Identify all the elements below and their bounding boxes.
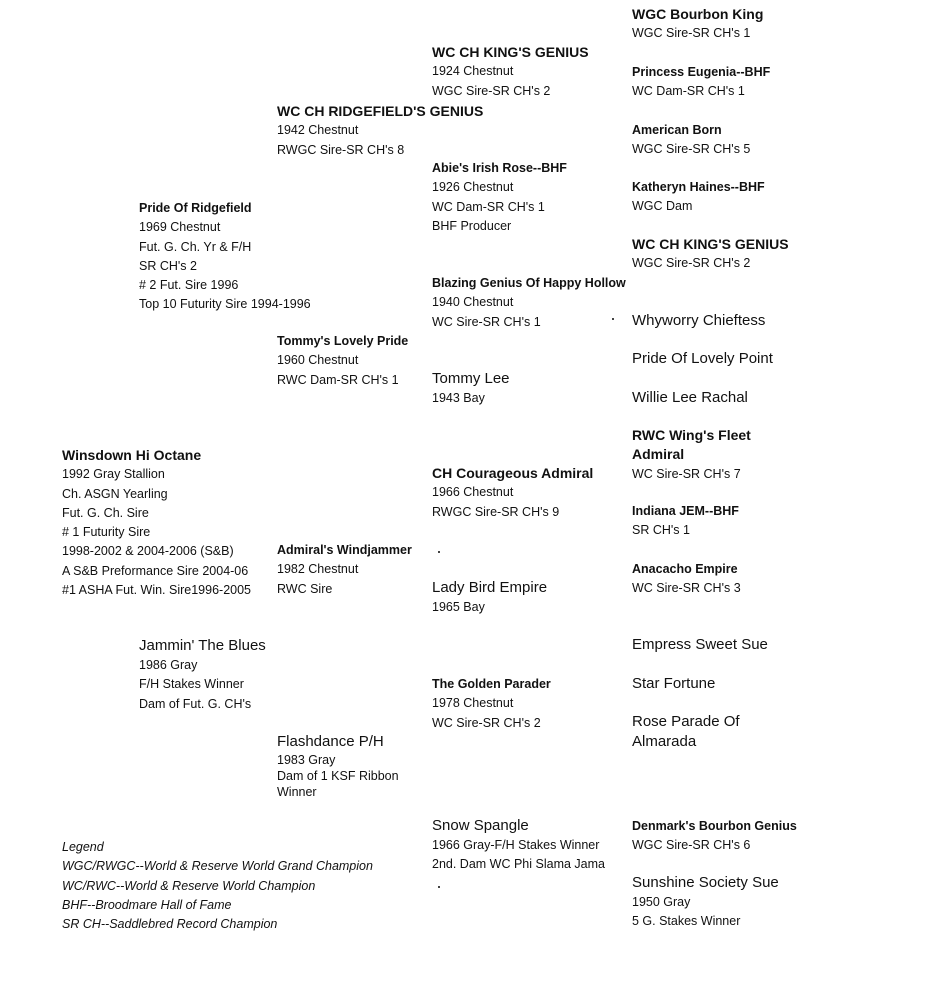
horse-detail: 1992 Gray Stallion [62, 467, 165, 482]
horse-g4-1 [632, 63, 770, 102]
horse-sss [432, 43, 589, 101]
horse-detail: RWC Sire [277, 581, 333, 596]
legend-item: SR CH--Saddlebred Record Champion [62, 917, 278, 932]
horse-detail: 1978 Chestnut [432, 696, 514, 711]
legend-item: WGC/RWGC--World & Reserve World Grand Champion [62, 859, 373, 874]
horse-name: Admiral's Windjammer [277, 543, 412, 557]
horse-detail: WGC Sire-SR CH's 1 [632, 26, 751, 41]
horse-detail: 1940 Chestnut [432, 295, 514, 310]
scan-speck [612, 318, 614, 320]
horse-name: WC CH KING'S GENIUS [632, 236, 789, 252]
horse-g4-14 [632, 817, 797, 856]
horse-detail: WC Sire-SR CH's 3 [632, 581, 741, 596]
horse-detail: #1 ASHA Fut. Win. Sire1996-2005 [62, 583, 251, 598]
horse-detail: Top 10 Futurity Sire 1994-1996 [139, 297, 311, 312]
horse-name: Empress Sweet Sue [632, 636, 768, 653]
legend-item: BHF--Broodmare Hall of Fame [62, 897, 232, 912]
horse-name: Star Fortune [632, 675, 716, 692]
horse-detail: WC Dam-SR CH's 1 [632, 84, 745, 99]
horse-name: Denmark's Bourbon Genius [632, 819, 797, 833]
horse-sdd [432, 369, 510, 408]
horse-name: WC CH RIDGEFIELD'S GENIUS [277, 103, 484, 119]
horse-detail: RWGC Sire-SR CH's 8 [277, 142, 405, 157]
horse-name: Sunshine Society Sue [632, 874, 779, 891]
horse-detail: WGC Sire-SR CH's 2 [632, 256, 751, 271]
horse-name: Snow Spangle [432, 817, 529, 834]
horse-dds [432, 675, 551, 733]
horse-detail: WC Sire-SR CH's 7 [632, 466, 741, 481]
horse-detail: # 1 Futurity Sire [62, 525, 151, 540]
horse-detail: 1983 Gray [277, 753, 336, 767]
horse-detail: # 2 Fut. Sire 1996 [139, 278, 239, 293]
horse-g4-0 [632, 5, 763, 44]
horse-name: Katheryn Haines--BHF [632, 180, 765, 194]
scan-speck [438, 551, 440, 553]
scan-speck [438, 886, 440, 888]
horse-detail: 1986 Gray [139, 658, 198, 672]
horse-detail: Dam of 1 KSF Ribbon [277, 769, 399, 783]
horse-detail: Fut. G. Ch. Sire [62, 505, 149, 520]
horse-sds [432, 274, 626, 332]
horse-name: Pride Of Lovely Point [632, 350, 773, 367]
horse-name: Whyworry Chieftess [632, 312, 766, 329]
horse-g4-9 [632, 502, 739, 541]
horse-sire-sire [277, 102, 483, 160]
horse-detail: A S&B Preformance Sire 2004-06 [62, 563, 249, 578]
horse-name: Princess Eugenia--BHF [632, 65, 771, 79]
horse-g4-6 [632, 349, 773, 369]
horse-detail: WGC Sire-SR CH's 5 [632, 142, 751, 157]
horse-name: Rose Parade Of Almarada [632, 713, 740, 750]
horse-name: Flashdance P/H [277, 733, 384, 750]
legend-title: Legend [62, 840, 104, 854]
horse-g4-15 [632, 873, 779, 932]
horse-ddd [432, 816, 605, 875]
horse-sire [139, 199, 311, 315]
horse-detail: Dam of Fut. G. CH's [139, 696, 252, 711]
horse-detail: 1960 Chestnut [277, 353, 359, 368]
horse-detail: 5 G. Stakes Winner [632, 914, 741, 929]
horse-detail: 1982 Chestnut [277, 562, 359, 577]
horse-g4-13 [632, 712, 782, 752]
horse-detail: WC Dam-SR CH's 1 [432, 199, 545, 214]
horse-ssd [432, 159, 567, 236]
horse-detail: SR CH's 2 [139, 258, 197, 273]
horse-detail: RWGC Sire-SR CH's 9 [432, 504, 560, 519]
horse-dam-dam [277, 732, 399, 800]
horse-name: Lady Bird Empire [432, 579, 548, 596]
horse-name: Winsdown Hi Octane [62, 447, 202, 463]
horse-name: Pride Of Ridgefield [139, 201, 252, 215]
horse-dam-sire [277, 541, 412, 599]
horse-name: Blazing Genius Of Happy Hollow [432, 276, 626, 290]
horse-detail: 1924 Chestnut [432, 64, 514, 79]
horse-g4-8 [632, 426, 782, 484]
horse-name: RWC Wing's Fleet Admiral [632, 427, 751, 463]
horse-detail: WC Sire-SR CH's 2 [432, 715, 541, 730]
horse-detail: Winner [277, 785, 317, 799]
horse-detail: WGC Sire-SR CH's 6 [632, 838, 751, 853]
horse-g4-4 [632, 235, 789, 274]
horse-name: WC CH KING'S GENIUS [432, 44, 589, 60]
horse-dam [139, 636, 266, 714]
legend [62, 838, 373, 934]
horse-name: CH Courageous Admiral [432, 465, 594, 481]
horse-dsd [432, 578, 547, 617]
horse-detail: BHF Producer [432, 218, 512, 233]
horse-name: Indiana JEM--BHF [632, 504, 739, 518]
horse-g4-3 [632, 178, 765, 217]
horse-detail: 1926 Chestnut [432, 180, 514, 195]
horse-name: Tommy Lee [432, 370, 510, 387]
horse-detail: 1998-2002 & 2004-2006 (S&B) [62, 544, 234, 559]
horse-detail: WC Sire-SR CH's 1 [432, 314, 541, 329]
horse-name: Jammin' The Blues [139, 637, 266, 654]
horse-detail: F/H Stakes Winner [139, 677, 244, 692]
horse-detail: 1969 Chestnut [139, 220, 221, 235]
horse-name: WGC Bourbon King [632, 6, 764, 22]
horse-dss [432, 464, 593, 522]
horse-detail: 2nd. Dam WC Phi Slama Jama [432, 857, 605, 872]
horse-name: American Born [632, 123, 722, 137]
horse-detail: 1965 Bay [432, 600, 485, 614]
horse-g4-5 [632, 311, 765, 331]
horse-sire-dam [277, 332, 408, 390]
horse-name: Abie's Irish Rose--BHF [432, 161, 567, 175]
horse-g4-12 [632, 674, 715, 694]
horse-root [62, 446, 251, 600]
horse-detail: WGC Dam [632, 199, 693, 214]
legend-item: WC/RWC--World & Reserve World Champion [62, 878, 316, 893]
horse-detail: 1966 Chestnut [432, 485, 514, 500]
horse-g4-2 [632, 121, 750, 160]
horse-detail: SR CH's 1 [632, 523, 690, 538]
horse-detail: 1950 Gray [632, 895, 691, 909]
horse-detail: Ch. ASGN Yearling [62, 486, 168, 501]
horse-g4-11 [632, 635, 768, 655]
horse-name: Willie Lee Rachal [632, 389, 748, 406]
horse-g4-7 [632, 388, 748, 408]
horse-detail: RWC Dam-SR CH's 1 [277, 372, 399, 387]
horse-g4-10 [632, 560, 741, 599]
horse-detail: 1942 Chestnut [277, 123, 359, 138]
horse-name: Tommy's Lovely Pride [277, 334, 409, 348]
horse-detail: 1966 Gray-F/H Stakes Winner [432, 838, 600, 852]
horse-detail: WGC Sire-SR CH's 2 [432, 83, 551, 98]
horse-name: The Golden Parader [432, 677, 551, 691]
horse-detail: 1943 Bay [432, 391, 485, 405]
horse-detail: Fut. G. Ch. Yr & F/H [139, 239, 252, 254]
horse-name: Anacacho Empire [632, 562, 738, 576]
